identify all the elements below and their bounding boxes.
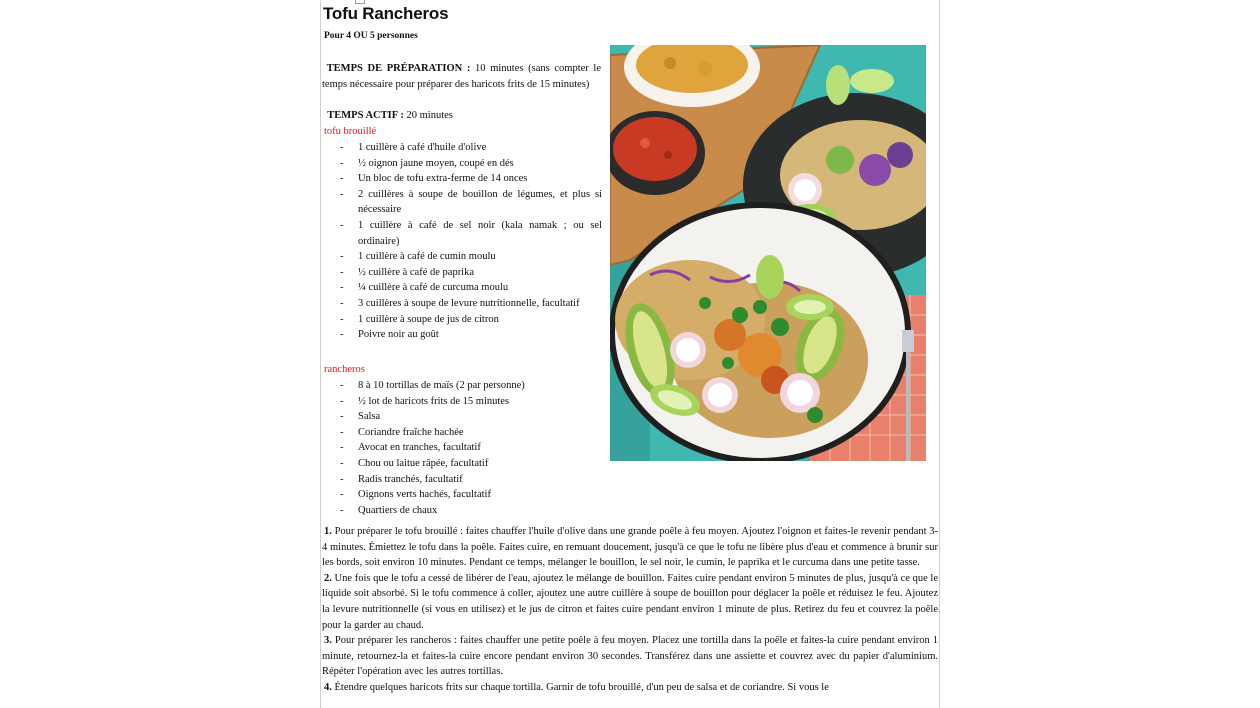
ingredient-item: - 1 cuillère à café d'huile d'olive — [321, 140, 602, 156]
ingredient-item: - ¼ cuillère à café de curcuma moulu — [321, 280, 602, 296]
ingredient-item: - 1 cuillère à café de sel noir (kala namak ; ou sel ordinaire) — [321, 218, 602, 249]
ingredient-item: - Quartiers de chaux — [321, 503, 602, 519]
ingredient-item: - Radis tranchés, facultatif — [321, 472, 602, 488]
step-number: 2. — [324, 572, 332, 584]
tofu-ingredient-list — [321, 140, 602, 343]
recipe-photo — [610, 45, 926, 461]
ingredient-item: - 8 à 10 tortillas de maïs (2 par personne) — [321, 378, 602, 394]
instruction-step — [322, 524, 938, 571]
active-time — [322, 108, 601, 124]
active-value: 20 minutes — [403, 110, 453, 121]
ingredient-item: - Poivre noir au goût — [321, 327, 602, 343]
step-text: Pour préparer les rancheros : faites chauffer une petite poêle à feu moyen. Placez une tortilla dans la poêle et faites-la cuire pendant environ 1 minute, retournez-la et faites-la cuire encore pendant environ 30 secondes. Transférez dans une assiette et couvrez avec du papier d'aluminium. Répéter l'opération avec les autres tortillas. — [322, 635, 938, 678]
prep-label: TEMPS DE PRÉPARATION : — [326, 63, 471, 74]
section-tofu-title: tofu brouillé — [324, 126, 377, 137]
step-number: 4. — [324, 681, 332, 693]
ingredient-item: - Avocat en tranches, facultatif — [321, 440, 602, 456]
instruction-step — [322, 680, 938, 696]
step-text: Étendre quelques haricots frits sur chaque tortilla. Garnir de tofu brouillé, d'un peu de salsa et de coriandre. Si vous le — [331, 681, 829, 693]
prep-value: 10 minutes (sans compter le temps nécessaire pour préparer des haricots frits de 15 minutes) — [322, 63, 602, 90]
ingredient-item: - Coriandre fraîche hachée — [321, 425, 602, 441]
step-text: Pour préparer le tofu brouillé : faites chauffer l'huile d'olive dans une grande poêle à feu moyen. Ajoutez l'oignon et faites-le revenir pendant 3-4 minutes. Émiettez le tofu dans la poêle. Faites cuire, en remuant doucement, jusqu'à ce que le tofu ne libère plus d'eau et commence à brunir sur les bords, soit environ 10 minutes. Pendant ce temps, mélanger le bouillon, le sel noir, le cumin, le paprika et le curcuma dans une petite tasse. — [322, 526, 938, 569]
active-label: TEMPS ACTIF : — [327, 110, 404, 121]
step-text: Une fois que le tofu a cessé de libérer de l'eau, ajoutez le mélange de bouillon. Faites cuire pendant environ 5 minutes de plus, jusqu'à ce que le liquide soit absorbé. Si le tofu commence à coller, ajoutez une autre cuillère à soupe de bouillon pour déglacer la poêle et réduisez le feu. Ajoutez la levure nutritionnelle (si vous en utilisez) et le jus de citron et faites cuire pendant environ 1 minute de plus. Retirez du feu et couvrez la poêle pour la garder au chaud. — [322, 572, 938, 631]
ingredient-item: - ½ oignon jaune moyen, coupé en dés — [321, 156, 602, 172]
ingredient-item: - Un bloc de tofu extra-ferme de 14 onces — [321, 171, 602, 187]
ingredient-item: - ½ lot de haricots frits de 15 minutes — [321, 394, 602, 410]
section-rancheros-title: rancheros — [324, 364, 365, 375]
document-page — [320, 0, 940, 708]
instruction-step — [322, 571, 938, 633]
prep-time — [322, 61, 601, 92]
ingredient-item: - Salsa — [321, 409, 602, 425]
instructions — [322, 524, 938, 696]
step-number: 1. — [324, 526, 332, 537]
serves-line: Pour 4 OU 5 personnes — [324, 31, 418, 41]
recipe-title: Tofu Rancheros — [323, 4, 449, 23]
page-marker — [355, 0, 365, 4]
ingredient-item: - Chou ou laitue râpée, facultatif — [321, 456, 602, 472]
step-number: 3. — [324, 635, 332, 647]
instruction-step — [322, 633, 938, 680]
ingredient-item: - 1 cuillère à café de cumin moulu — [321, 249, 602, 265]
ingredient-item: - 1 cuillère à soupe de jus de citron — [321, 312, 602, 328]
ingredient-item: - 2 cuillères à soupe de bouillon de légumes, et plus si nécessaire — [321, 187, 602, 218]
ingredient-item: - Oignons verts hachés, facultatif — [321, 487, 602, 503]
ingredient-item: - ½ cuillère à café de paprika — [321, 265, 602, 281]
rancheros-ingredient-list — [321, 378, 602, 518]
ingredient-item: - 3 cuillères à soupe de levure nutritionnelle, facultatif — [321, 296, 602, 312]
